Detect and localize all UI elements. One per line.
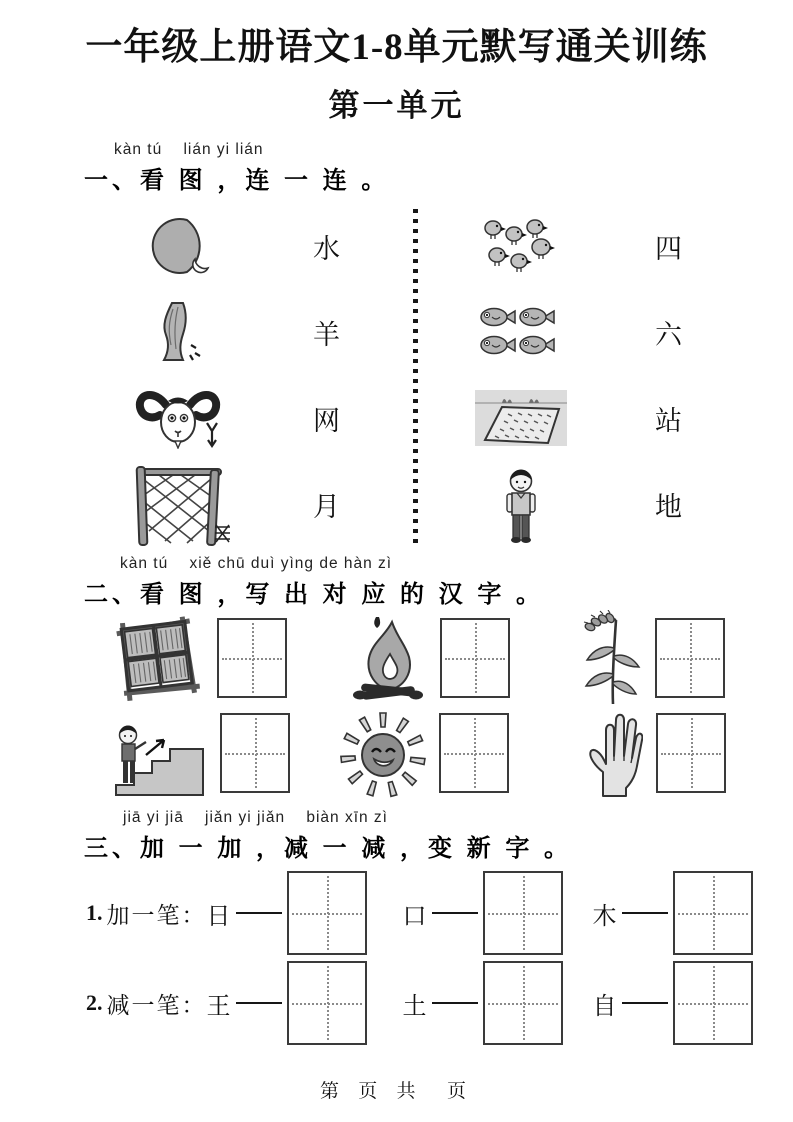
page-title: 一年级上册语文1-8单元默写通关训练 bbox=[85, 27, 708, 68]
match-row bbox=[458, 203, 788, 289]
source-char: 自 bbox=[592, 993, 617, 1020]
stairs-boy-image bbox=[112, 709, 207, 797]
section1-pinyin: kàn tú lián yi lián bbox=[114, 141, 264, 158]
answer-dash bbox=[432, 1002, 478, 1004]
field-image[interactable] bbox=[458, 390, 583, 446]
grain-plant-image bbox=[580, 610, 642, 706]
answer-dash bbox=[236, 1002, 282, 1004]
match-char[interactable]: 水 bbox=[313, 233, 340, 264]
writing-grid[interactable] bbox=[287, 871, 367, 955]
match-row bbox=[105, 461, 410, 547]
match-row bbox=[458, 289, 788, 375]
source-char: 口 bbox=[402, 903, 427, 930]
writing-grid[interactable] bbox=[656, 713, 726, 793]
matching-exercise bbox=[0, 203, 793, 549]
sun-image bbox=[340, 707, 426, 799]
match-char[interactable]: 月 bbox=[313, 491, 340, 522]
standing-boy-image[interactable] bbox=[458, 463, 583, 545]
row-prompt: 减一笔： bbox=[106, 992, 207, 1018]
answer-dash bbox=[622, 1002, 668, 1004]
fire-image bbox=[349, 612, 427, 704]
match-char[interactable]: 网 bbox=[313, 405, 340, 436]
match-char[interactable]: 站 bbox=[655, 405, 682, 436]
write-cell bbox=[112, 613, 287, 703]
writing-grid[interactable] bbox=[440, 618, 510, 698]
writing-grid[interactable] bbox=[220, 713, 290, 793]
section1-heading: 一、看 图 ，连 一 连 。 bbox=[84, 167, 390, 194]
match-row bbox=[458, 461, 788, 547]
hand-image bbox=[581, 708, 643, 798]
writing-grid[interactable] bbox=[439, 713, 509, 793]
writing-grid[interactable] bbox=[287, 961, 367, 1045]
stroke-exercise-row bbox=[0, 868, 793, 958]
climbing-net-image[interactable] bbox=[105, 461, 255, 547]
answer-dash bbox=[236, 912, 282, 914]
write-cell bbox=[349, 612, 510, 704]
write-cell bbox=[581, 708, 726, 798]
match-row bbox=[105, 203, 410, 289]
fish-image[interactable] bbox=[458, 303, 583, 361]
write-cell bbox=[112, 709, 290, 797]
stroke-exercise-row bbox=[0, 958, 793, 1048]
write-character-row bbox=[0, 706, 793, 800]
match-row bbox=[105, 375, 410, 461]
writing-grid[interactable] bbox=[655, 618, 725, 698]
write-cell bbox=[580, 610, 725, 706]
match-char[interactable]: 六 bbox=[655, 319, 682, 350]
window-image bbox=[112, 613, 204, 703]
answer-dash bbox=[432, 912, 478, 914]
write-cell bbox=[340, 707, 509, 799]
source-char: 日 bbox=[206, 903, 231, 930]
writing-grid[interactable] bbox=[483, 871, 563, 955]
section2-heading: 二、看 图 ，写 出 对 应 的 汉 字 。 bbox=[84, 581, 545, 608]
moon-image[interactable] bbox=[105, 217, 255, 275]
write-character-row bbox=[0, 612, 793, 704]
match-char[interactable]: 羊 bbox=[313, 319, 340, 350]
row-number: 1. bbox=[86, 900, 103, 925]
column-divider bbox=[413, 209, 418, 545]
writing-grid[interactable] bbox=[673, 871, 753, 955]
match-char[interactable]: 四 bbox=[655, 233, 682, 264]
source-char: 王 bbox=[206, 993, 231, 1020]
source-char: 土 bbox=[402, 993, 427, 1020]
row-prompt: 加一笔： bbox=[106, 902, 207, 928]
ram-image[interactable] bbox=[105, 387, 255, 449]
matching-left-column bbox=[105, 203, 410, 547]
section2-pinyin: kàn tú xiě chū duì yìng de hàn zì bbox=[120, 555, 393, 572]
writing-grid[interactable] bbox=[673, 961, 753, 1045]
river-image[interactable] bbox=[105, 301, 255, 363]
section3-heading: 三、加 一 加 ，减 一 减 ，变 新 字 。 bbox=[84, 835, 573, 862]
page-footer: 第 页 共 页 bbox=[319, 1081, 474, 1102]
answer-dash bbox=[622, 912, 668, 914]
match-char[interactable]: 地 bbox=[655, 491, 682, 522]
chicks-image[interactable] bbox=[458, 215, 583, 277]
unit-subtitle: 第一单元 bbox=[328, 88, 465, 123]
matching-right-column bbox=[458, 203, 788, 547]
row-number: 2. bbox=[86, 990, 103, 1015]
match-row bbox=[458, 375, 788, 461]
match-row bbox=[105, 289, 410, 375]
writing-grid[interactable] bbox=[483, 961, 563, 1045]
source-char: 木 bbox=[592, 903, 617, 930]
section3-pinyin: jiā yi jiā jiǎn yi jiǎn biàn xīn zì bbox=[123, 809, 388, 826]
writing-grid[interactable] bbox=[217, 618, 287, 698]
